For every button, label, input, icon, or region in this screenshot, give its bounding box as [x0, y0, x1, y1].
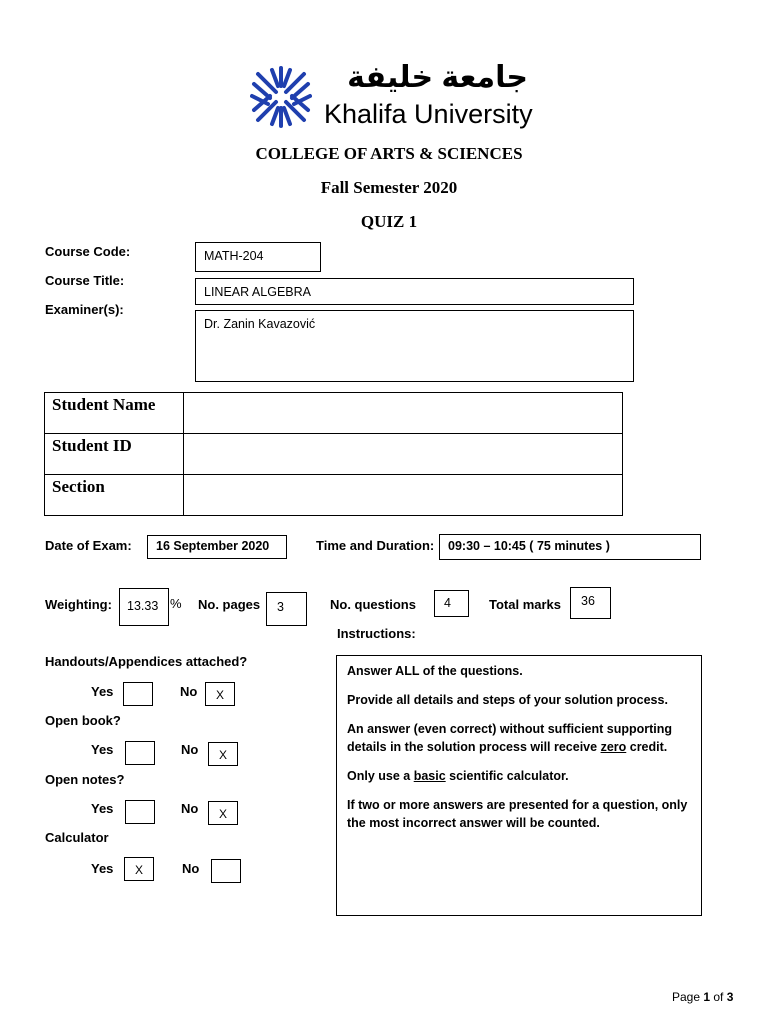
- student-id-label: Student ID: [45, 434, 184, 475]
- open-notes-no-checkbox[interactable]: X: [208, 801, 238, 825]
- course-code-value: MATH-204: [204, 249, 264, 263]
- course-title-label: Course Title:: [45, 273, 125, 288]
- student-name-field[interactable]: [184, 393, 623, 434]
- handouts-no-label: No: [180, 684, 198, 699]
- table-row: [45, 475, 623, 516]
- student-name-label: Student Name: [45, 393, 184, 434]
- handouts-label: Handouts/Appendices attached?: [45, 654, 248, 669]
- calculator-no-checkbox[interactable]: [211, 859, 241, 883]
- time-duration-value: 09:30 – 10:45 ( 75 minutes ): [448, 539, 610, 553]
- examiner-label: Examiner(s):: [45, 302, 124, 317]
- no-questions-label: No. questions: [330, 597, 416, 612]
- weighting-value: 13.33: [127, 599, 159, 613]
- course-title-value: LINEAR ALGEBRA: [204, 285, 311, 299]
- open-notes-yes-label: Yes: [91, 801, 114, 816]
- time-duration-field: [439, 534, 701, 560]
- date-of-exam-label: Date of Exam:: [45, 538, 132, 553]
- handouts-no-checkbox[interactable]: X: [205, 682, 235, 706]
- no-pages-field: [266, 592, 307, 626]
- open-book-no-checkbox[interactable]: X: [208, 742, 238, 766]
- open-notes-no-label: No: [181, 801, 199, 816]
- total-marks-label: Total marks: [489, 597, 562, 612]
- date-of-exam-field: [147, 535, 287, 559]
- open-notes-label: Open notes?: [45, 772, 125, 787]
- page-indicator: Page 1 of 3: [672, 990, 734, 1004]
- examiner-field: [195, 310, 634, 382]
- date-of-exam-value: 16 September 2020: [156, 539, 270, 553]
- handouts-yes-label: Yes: [91, 684, 114, 699]
- course-code-label: Course Code:: [45, 244, 131, 259]
- examiner-value: Dr. Zanin Kavazović: [204, 317, 316, 331]
- instruction-item: Provide all details and steps of your solution process.: [347, 693, 668, 707]
- no-pages-label: No. pages: [198, 597, 261, 612]
- open-book-label: Open book?: [45, 713, 121, 728]
- table-row: [45, 393, 623, 434]
- weighting-field: [119, 588, 169, 626]
- instruction-item: Only use a basic scientific calculator.: [347, 769, 569, 783]
- weighting-label: Weighting:: [45, 597, 112, 612]
- student-id-field[interactable]: [184, 434, 623, 475]
- calculator-yes-checkbox[interactable]: X: [124, 857, 154, 881]
- table-row: [45, 434, 623, 475]
- college-heading: COLLEGE OF ARTS & SCIENCES: [255, 144, 523, 163]
- instructions-box: [336, 655, 702, 916]
- section-field[interactable]: [184, 475, 623, 516]
- instruction-item: Answer ALL of the questions.: [347, 664, 523, 678]
- no-pages-value: 3: [277, 600, 284, 614]
- course-code-field: [195, 242, 321, 272]
- calculator-yes-label: Yes: [91, 861, 114, 876]
- quiz-heading: QUIZ 1: [360, 212, 418, 231]
- open-book-yes-checkbox[interactable]: [125, 741, 155, 765]
- instruction-item: An answer (even correct) without sufficient supporting details in the solution process will receive zero credit.: [347, 722, 673, 754]
- university-logo: [250, 64, 312, 130]
- percent-sign: %: [170, 596, 182, 611]
- total-marks-value: 36: [581, 594, 595, 608]
- logo-university-name: Khalifa University: [324, 99, 533, 129]
- course-title-field: [195, 278, 634, 305]
- calculator-label: Calculator: [45, 830, 109, 845]
- no-questions-field: [434, 590, 469, 617]
- handouts-yes-checkbox[interactable]: [123, 682, 153, 706]
- open-book-yes-label: Yes: [91, 742, 114, 757]
- no-questions-value: 4: [444, 596, 451, 610]
- section-label: Section: [45, 475, 184, 516]
- semester-heading: Fall Semester 2020: [320, 178, 458, 197]
- time-duration-label: Time and Duration:: [316, 538, 435, 553]
- khalifa-logo-mark-icon: [250, 64, 312, 130]
- open-book-no-label: No: [181, 742, 199, 757]
- instructions-label: Instructions:: [337, 626, 416, 641]
- open-notes-yes-checkbox[interactable]: [125, 800, 155, 824]
- total-marks-field: [570, 587, 611, 619]
- instruction-item: If two or more answers are presented for a question, only the most incorrect answer will be counted.: [347, 798, 688, 830]
- calculator-no-label: No: [182, 861, 200, 876]
- student-info-table: [44, 392, 623, 516]
- logo-arabic-text: جامعة خليفة: [347, 61, 528, 94]
